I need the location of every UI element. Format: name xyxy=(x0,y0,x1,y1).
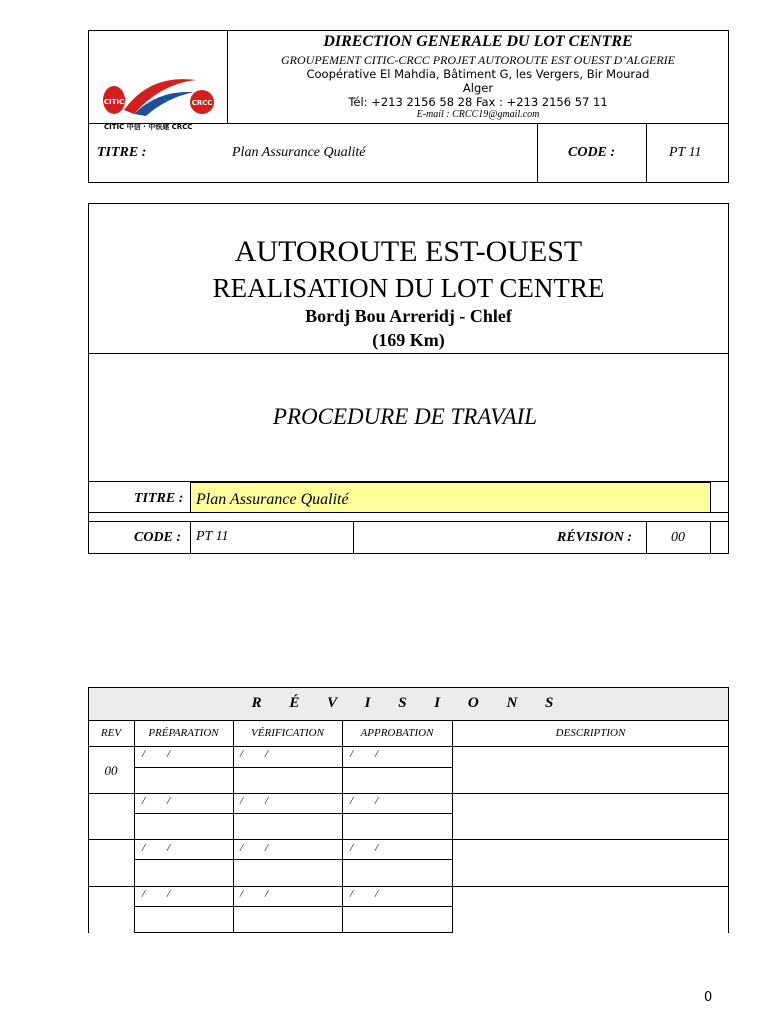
col-rev: REV xyxy=(100,727,122,739)
rev-row-1-prep-date: / / xyxy=(142,748,171,760)
header-titre-value: Plan Assurance Qualité xyxy=(232,145,366,160)
cover-code-label: CODE : xyxy=(134,530,182,545)
revisions-table xyxy=(88,687,729,933)
revision-value: 00 xyxy=(671,530,685,545)
rev-row-3-appro-date: / / xyxy=(350,842,379,854)
titre-field-value: Plan Assurance Qualité xyxy=(196,491,349,508)
header-address-line1: Coopérative El Mahdia, Bâtiment G, les Vergers, Bir Mourad xyxy=(306,67,650,81)
page-number: 0 xyxy=(704,990,713,1005)
rev-row-3-prep-date: / / xyxy=(142,842,171,854)
cover-title: AUTOROUTE EST-OUEST xyxy=(234,235,583,268)
cover-subtitle: REALISATION DU LOT CENTRE xyxy=(212,273,605,303)
rev-row-2-verif-date: / / xyxy=(240,795,269,807)
rev-row-1-verif-date: / / xyxy=(240,748,269,760)
rev-row-1-appro-date: / / xyxy=(350,748,379,760)
header-address-line2: Alger xyxy=(462,81,494,95)
rev-row-1-rev: 00 xyxy=(104,763,118,778)
col-description: DESCRIPTION xyxy=(555,727,626,739)
procedure-title: PROCEDURE DE TRAVAIL xyxy=(272,404,538,429)
code-field-value: PT 11 xyxy=(196,529,229,544)
header-title: DIRECTION GENERALE DU LOT CENTRE xyxy=(323,33,633,50)
svg-text:CRCC: CRCC xyxy=(191,99,213,107)
rev-row-4-verif-date: / / xyxy=(240,888,269,900)
cover-length: (169 Km) xyxy=(372,330,445,350)
col-preparation: PRÉPARATION xyxy=(148,727,219,739)
revision-label: RÉVISION : xyxy=(557,530,633,545)
header-titre-label: TITRE : xyxy=(97,145,147,160)
header-phone-line: Tél: +213 2156 58 28 Fax : +213 2156 57 11 xyxy=(348,95,608,109)
rev-row-4-appro-date: / / xyxy=(350,888,379,900)
header-group-line: GROUPEMENT CITIC-CRCC PROJET AUTOROUTE EST OUEST D’ALGERIE xyxy=(280,53,676,67)
cover-titre-label: TITRE : xyxy=(134,491,184,506)
svg-text:CITIC: CITIC xyxy=(103,98,125,106)
logo-caption: CITIC 中信 · 中铁建 CRCC xyxy=(104,123,193,131)
cover-location: Bordj Bou Arreridj - Chlef xyxy=(305,306,512,326)
rev-row-4-prep-date: / / xyxy=(142,888,171,900)
header-code-value: PT 11 xyxy=(669,145,702,160)
rev-row-3-verif-date: / / xyxy=(240,842,269,854)
header-code-label: CODE : xyxy=(568,145,616,160)
rev-row-2-appro-date: / / xyxy=(350,795,379,807)
company-logo xyxy=(100,74,218,122)
col-verification: VÉRIFICATION xyxy=(251,727,324,739)
revisions-heading: R É V I S I O N S xyxy=(251,695,566,711)
rev-row-2-prep-date: / / xyxy=(142,795,171,807)
col-approbation: APPROBATION xyxy=(360,727,434,739)
header-email-line: E-mail : CRCC19@gmail.com xyxy=(416,109,540,120)
citic-crcc-logo-icon xyxy=(100,74,218,122)
